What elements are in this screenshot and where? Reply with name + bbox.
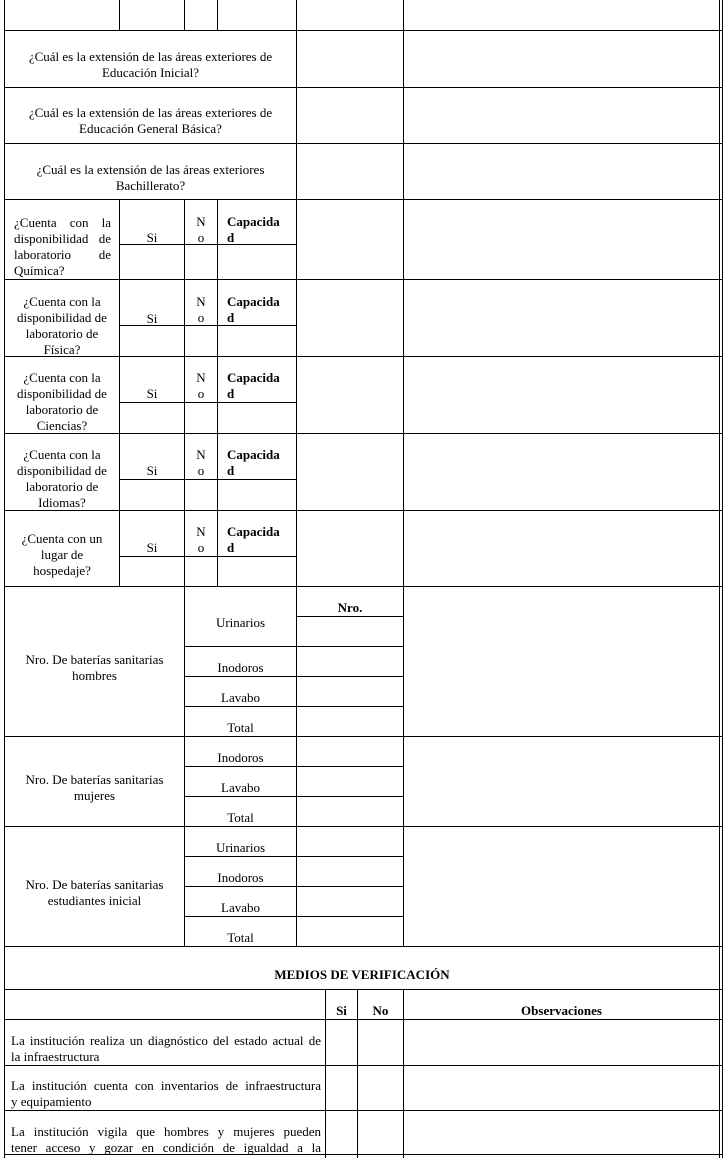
no-label: N o — [196, 294, 206, 325]
lab-question-ciencias: ¿Cuenta con la disponibilidad de laboratorio de Ciencias? — [17, 370, 107, 433]
lab-question-hospedaje: ¿Cuenta con un lugar de hospedaje? — [21, 531, 103, 578]
no-label: N o — [196, 370, 206, 401]
inodoros-label: Inodoros — [217, 660, 264, 675]
capacidad-label: Capacida d — [227, 214, 280, 245]
capacidad-label: Capacida d — [227, 294, 280, 325]
urinarios-label: Urinarios — [215, 840, 266, 855]
sanitarias-hombres-label: Nro. De baterías sanitarias hombres — [25, 652, 164, 683]
area-question-basica: ¿Cuál es la extensión de las áreas exteriores de Educación General Básica? — [28, 105, 273, 136]
medios-col-no: No — [372, 1003, 389, 1018]
medios-col-observaciones: Observaciones — [521, 1003, 602, 1018]
sanitarias-inicial-label: Nro. De baterías sanitarias estudiantes inicial — [25, 877, 164, 908]
medios-row-igualdad: La institución vigila que hombres y mujeres pueden tener acceso y gozar en condición de igualdad a la — [11, 1124, 321, 1154]
nro-header: Nro. — [337, 600, 363, 615]
area-question-bachillerato: ¿Cuál es la extensión de las áreas exteriores Bachillerato? — [36, 162, 265, 193]
medios-title: MEDIOS DE VERIFICACIÓN — [274, 967, 450, 982]
lab-question-quimica: ¿Cuenta con la disponibilidad de laboratorio de Química? — [14, 215, 111, 278]
lavabo-label: Lavabo — [221, 900, 260, 915]
medios-row-diagnostico: La institución realiza un diagnóstico del estado actual de la infraestructura — [11, 1033, 321, 1064]
capacidad-label: Capacida d — [227, 524, 280, 555]
area-question-inicial: ¿Cuál es la extensión de las áreas exteriores de Educación Inicial? — [28, 49, 273, 80]
capacidad-label: Capacida d — [227, 370, 280, 401]
si-label: Si — [146, 311, 158, 326]
si-label: Si — [146, 463, 158, 478]
lavabo-label: Lavabo — [221, 780, 260, 795]
total-label: Total — [227, 930, 254, 945]
si-label: Si — [146, 540, 158, 555]
medios-row-inventarios: La institución cuenta con inventarios de infraestructura y equipamiento — [11, 1078, 321, 1109]
si-label: Si — [146, 386, 158, 401]
no-label: N o — [196, 447, 206, 478]
no-label: N o — [196, 214, 206, 245]
inodoros-label: Inodoros — [217, 750, 264, 765]
lavabo-label: Lavabo — [221, 690, 260, 705]
lab-question-idiomas: ¿Cuenta con la disponibilidad de laboratorio de Idiomas? — [17, 447, 107, 510]
capacidad-label: Capacida d — [227, 447, 280, 478]
total-label: Total — [227, 810, 254, 825]
lab-question-fisica: ¿Cuenta con la disponibilidad de laboratorio de Física? — [17, 294, 107, 357]
si-label: Si — [146, 230, 158, 245]
total-label: Total — [227, 720, 254, 735]
sanitarias-mujeres-label: Nro. De baterías sanitarias mujeres — [25, 772, 164, 803]
medios-col-si: Si — [336, 1003, 347, 1018]
no-label: N o — [196, 524, 206, 555]
inodoros-label: Inodoros — [217, 870, 264, 885]
urinarios-label: Urinarios — [215, 615, 266, 630]
